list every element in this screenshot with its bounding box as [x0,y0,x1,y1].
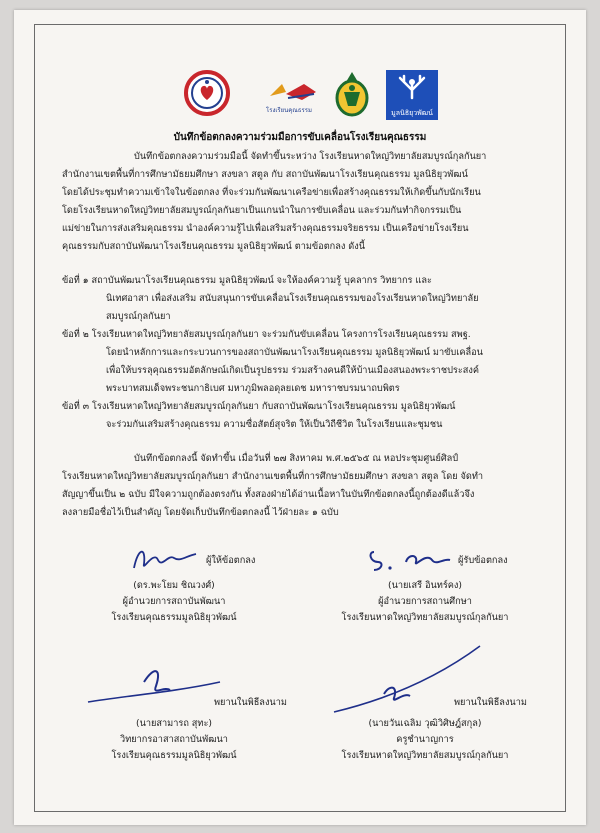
clause-1-line: นิเทศอาสา เพื่อส่งเสริม สนับสนุนการขับเคลื่อนโรงเรียนคุณธรรมของโรงเรียนหาดใหญ่วิทยาลัย [106,293,479,304]
intro-line: คุณธรรมกับสถาบันพัฒนาโรงเรียนคุณธรรม มูลนิธิยุวพัฒน์ ตามข้อตกลง ดังนี้ [62,241,366,252]
giver-org: โรงเรียนคุณธรรมมูลนิธิยุวพัฒน์ [111,612,237,623]
clause-2-line: ข้อที่ ๒ โรงเรียนหาดใหญ่วิทยาลัยสมบูรณ์กุลกันยา จะร่วมกันขับเคลื่อน โครงการโรงเรียนคุณธรรม สพฐ. [62,329,471,340]
receiver-name: (นายเสรี อินทร์คง) [387,580,463,591]
clause-3-line: ข้อที่ ๓ โรงเรียนหาดใหญ่วิทยาลัยสมบูรณ์กุลกันยา กับสถาบันพัฒนาโรงเรียนคุณธรรม มูลนิธิยุวพัฒน์ [62,401,456,412]
document-title: บันทึกข้อตกลงความร่วมมือการขับเคลื่อนโรงเรียนคุณธรรม [173,132,427,143]
receiver-org: โรงเรียนหาดใหญ่วิทยาลัยสมบูรณ์กุลกันยา [341,612,509,623]
witness1-name: (นายสามารถ สุทะ) [136,718,212,729]
witness1-org: โรงเรียนคุณธรรมมูลนิธิยุวพัฒน์ [111,750,237,761]
witness1-role-label: พยานในพิธีลงนาม [214,697,287,708]
yuvabadhana-foundation-logo [386,70,438,120]
document-sheet [14,10,586,825]
closing-line: ลงลายมือชื่อไว้เป็นสำคัญ โดยจัดเก็บบันทึกข้อตกลงนี้ ไว้ฝ่ายละ ๑ ฉบับ [62,507,339,518]
clause-3-line: จะร่วมกันเสริมสร้างคุณธรรม ความซื่อสัตย์สุจริต ให้เป็นวิถีชีวิต ในโรงเรียนและชุมชน [106,419,443,430]
witness2-org: โรงเรียนหาดใหญ่วิทยาลัยสมบูรณ์กุลกันยา [341,750,509,761]
foundation-logo-text: มูลนิธิยุวพัฒน์ [391,109,433,117]
witness2-role-label: พยานในพิธีลงนาม [454,697,527,708]
witness1-position: วิทยากรอาสาสถาบันพัฒนา [120,734,228,745]
clause-1-line: ข้อที่ ๑ สถาบันพัฒนาโรงเรียนคุณธรรม มูลนิธิยุวพัฒน์ จะให้องค์ความรู้ บุคลากร วิทยากร และ [62,275,432,286]
receiver-position: ผู้อำนวยการสถานศึกษา [378,596,472,607]
closing-line: บันทึกข้อตกลงนี้ จัดทำขึ้น เมื่อวันที่ ๒๗ สิงหาคม พ.ศ.๒๕๖๕ ณ หอประชุมศูนย์ศิลป์ [134,453,459,464]
closing-line: โรงเรียนหาดใหญ่วิทยาลัยสมบูรณ์กุลกันยา สำนักงานเขตพื้นที่การศึกษามัธยมศึกษา สงขลา สตูล โดย จัดทำ [62,471,484,482]
clause-2-line: โดยนำหลักการและกระบวนการของสถาบันพัฒนาโรงเรียนคุณธรรม มูลนิธิยุวพัฒน์ มาขับเคลื่อน [106,347,483,358]
logo-row [14,70,586,130]
intro-line: สำนักงานเขตพื้นที่การศึกษามัธยมศึกษา สงขลา สตูล กับ สถาบันพัฒนาโรงเรียนคุณธรรม มูลนิธิยุวพัฒน์ [62,169,468,180]
clause-2-line: พระบาทสมเด็จพระชนกาธิเบศ มหาภูมิพลอดุลยเดช มหาราชบรมนาถบพิตร [106,383,400,394]
giver-role-label: ผู้ให้ข้อตกลง [206,555,256,566]
education-office-seal-logo [332,70,372,120]
receiver-role-label: ผู้รับข้อตกลง [458,555,508,566]
closing-line: สัญญาขึ้นเป็น ๒ ฉบับ มีใจความถูกต้องตรงกัน ทั้งสองฝ่ายได้อ่านเนื้อหาในบันทึกข้อตกลงนี้ถูกต้องดีแล้วจึง [62,489,475,500]
intro-line: บันทึกข้อตกลงความร่วมมือนี้ จัดทำขึ้นระหว่าง โรงเรียนหาดใหญ่วิทยาลัยสมบูรณ์กุลกันยา [134,151,487,162]
clause-1-line: สมบูรณ์กุลกันยา [106,311,171,322]
intro-line: แม่ข่ายในการส่งเสริมคุณธรรม นำองค์ความรู้ไปเพื่อเสริมสร้างคุณธรรมจริยธรรม เป็นเครือข่ายโรงเรียน [62,223,469,234]
receiver-signature [366,540,456,576]
giver-name: (ดร.พะโยม ชิณวงศ์) [133,580,215,591]
moral-school-logo-text: โรงเรียนคุณธรรม [266,107,312,114]
intro-line: โดยได้ประชุมทำความเข้าใจในข้อตกลง ที่จะร่วมกันพัฒนาเครือข่ายเพื่อสร้างคุณธรรมให้เกิดขึ้นกับนักเรียน [62,187,481,198]
tree-icon [386,70,438,104]
clause-2-line: เพื่อให้บรรลุคุณธรรมอัตลักษณ์เกิดเป็นรูปธรรม ร่วมสร้างคนดีให้บ้านเมืองสนองพระราชประสงค์ [106,365,480,376]
giver-position: ผู้อำนวยการสถาบันพัฒนา [122,596,226,607]
witness2-position: ครูชำนาญการ [396,734,454,745]
school-emblem-logo [184,70,230,116]
intro-line: โดยโรงเรียนหาดใหญ่วิทยาลัยสมบูรณ์กุลกันยาเป็นแกนนำในการขับเคลื่อน และร่วมกันทำกิจกรรมเป็น [62,205,462,216]
witness1-signature [84,662,224,712]
witness2-name: (นายวันเฉลิม วุฒิวิศิษฎ์สกุล) [368,718,482,729]
giver-signature [124,538,204,578]
